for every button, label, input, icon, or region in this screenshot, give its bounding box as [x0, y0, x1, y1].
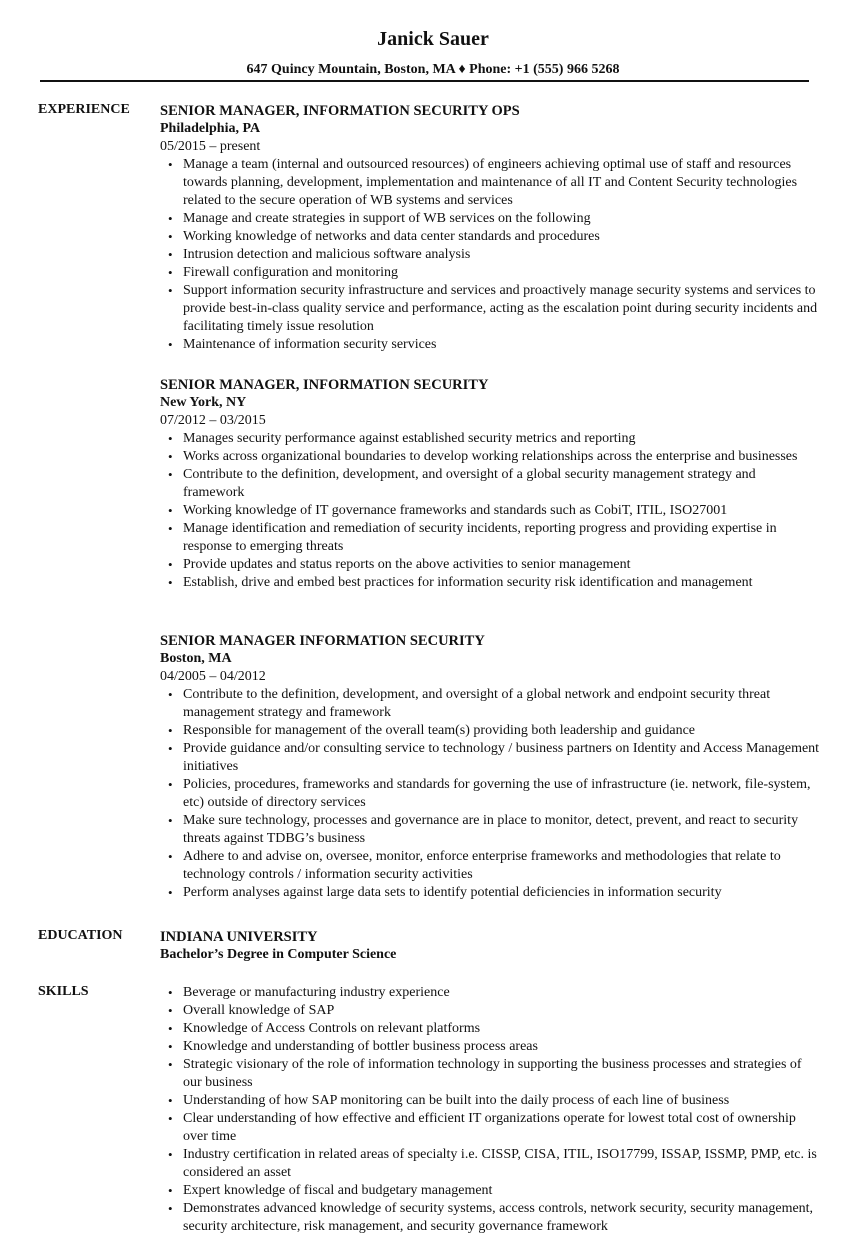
job-bullets [160, 686, 820, 902]
list-item: • Provide guidance and/or consulting service to technology / business partners on Identity and Access Management initiatives [183, 740, 820, 776]
list-item: • Clear understanding of how effective and efficient IT organizations operate for lowest total cost of ownership over time [183, 1110, 820, 1146]
skills-bullets [160, 984, 820, 1236]
job-title: SENIOR MANAGER INFORMATION SECURITY [160, 633, 485, 649]
skills-list [160, 984, 820, 1236]
header-divider [40, 80, 809, 82]
job-entry [160, 632, 820, 902]
list-item: • Provide updates and status reports on the above activities to senior management [183, 556, 820, 574]
list-item: • Knowledge and understanding of bottler business process areas [183, 1038, 820, 1056]
list-item: • Industry certification in related areas of specialty i.e. CISSP, CISA, ITIL, ISO17799, ISSAP, ISSMP, PMP, etc. is considered an asset [183, 1146, 820, 1182]
list-item: • Understanding of how SAP monitoring can be built into the daily process of each line of business [183, 1092, 820, 1110]
list-item: • Expert knowledge of fiscal and budgetary management [183, 1182, 820, 1200]
job-dates: 05/2015 – present [160, 139, 261, 154]
contact-line: 647 Quincy Mountain, Boston, MA ♦ Phone: +1 (555) 966 5268 [246, 62, 620, 77]
candidate-name: Janick Sauer [377, 28, 489, 50]
list-item: • Firewall configuration and monitoring [183, 264, 820, 282]
list-item: • Establish, drive and embed best practices for information security risk identification and management [183, 574, 820, 592]
list-item: • Responsible for management of the overall team(s) providing both leadership and guidance [183, 722, 820, 740]
job-location: New York, NY [160, 395, 247, 410]
school-name: INDIANA UNIVERSITY [160, 929, 318, 945]
job-bullets [160, 430, 820, 592]
degree: Bachelor’s Degree in Computer Science [160, 947, 397, 962]
list-item: • Contribute to the definition, development, and oversight of a global security management strategy and framework [183, 466, 820, 502]
job-bullets [160, 156, 820, 354]
list-item: • Working knowledge of networks and data center standards and procedures [183, 228, 820, 246]
list-item: • Support information security infrastructure and services and proactively manage security systems and services to provide best-in-class quality service and performance, acting as the escalation point during security incidents and facilitating timely issue resolution [183, 282, 820, 336]
list-item: • Manage a team (internal and outsourced resources) of engineers achieving optimal use of staff and resources towards planning, development, implementation and maintenance of all IT and Content Security technologies related to the secure operation of WB systems and services [183, 156, 820, 210]
list-item: • Adhere to and advise on, oversee, monitor, enforce enterprise frameworks and methodologies that relate to technology controls / information security activities [183, 848, 820, 884]
job-entry [160, 376, 820, 592]
list-item: • Policies, procedures, frameworks and standards for governing the use of infrastructure (ie. network, file-system, etc) outside of directory services [183, 776, 820, 812]
list-item: • Works across organizational boundaries to develop working relationships across the enterprise and businesses [183, 448, 820, 466]
list-item: • Strategic visionary of the role of information technology in supporting the business processes and strategies of our business [183, 1056, 820, 1092]
job-entry [160, 102, 820, 354]
job-title: SENIOR MANAGER, INFORMATION SECURITY OPS [160, 103, 520, 119]
list-item: • Intrusion detection and malicious software analysis [183, 246, 820, 264]
list-item: • Contribute to the definition, development, and oversight of a global network and endpoint security threat management strategy and framework [183, 686, 820, 722]
list-item: • Knowledge of Access Controls on relevant platforms [183, 1020, 820, 1038]
list-item: • Manage and create strategies in support of WB services on the following [183, 210, 820, 228]
job-location: Boston, MA [160, 651, 232, 666]
list-item: • Demonstrates advanced knowledge of security systems, access controls, network security, security management, security architecture, risk management, and security governance framework [183, 1200, 820, 1236]
list-item: • Manages security performance against established security metrics and reporting [183, 430, 820, 448]
job-dates: 04/2005 – 04/2012 [160, 669, 266, 684]
list-item: • Working knowledge of IT governance frameworks and standards such as CobiT, ITIL, ISO27001 [183, 502, 820, 520]
education-entry [160, 928, 820, 964]
list-item: • Beverage or manufacturing industry experience [183, 984, 820, 1002]
experience-heading: EXPERIENCE [38, 102, 130, 117]
job-location: Philadelphia, PA [160, 121, 261, 136]
list-item: • Make sure technology, processes and governance are in place to monitor, detect, prevent, and react to security threats against TDBG’s business [183, 812, 820, 848]
list-item: • Maintenance of information security services [183, 336, 820, 354]
job-title: SENIOR MANAGER, INFORMATION SECURITY [160, 377, 489, 393]
list-item: • Perform analyses against large data sets to identify potential deficiencies in information security [183, 884, 820, 902]
list-item: • Manage identification and remediation of security incidents, reporting progress and providing expertise in response to emerging threats [183, 520, 820, 556]
job-dates: 07/2012 – 03/2015 [160, 413, 266, 428]
skills-heading: SKILLS [38, 984, 89, 999]
list-item: • Overall knowledge of SAP [183, 1002, 820, 1020]
education-heading: EDUCATION [38, 928, 123, 943]
